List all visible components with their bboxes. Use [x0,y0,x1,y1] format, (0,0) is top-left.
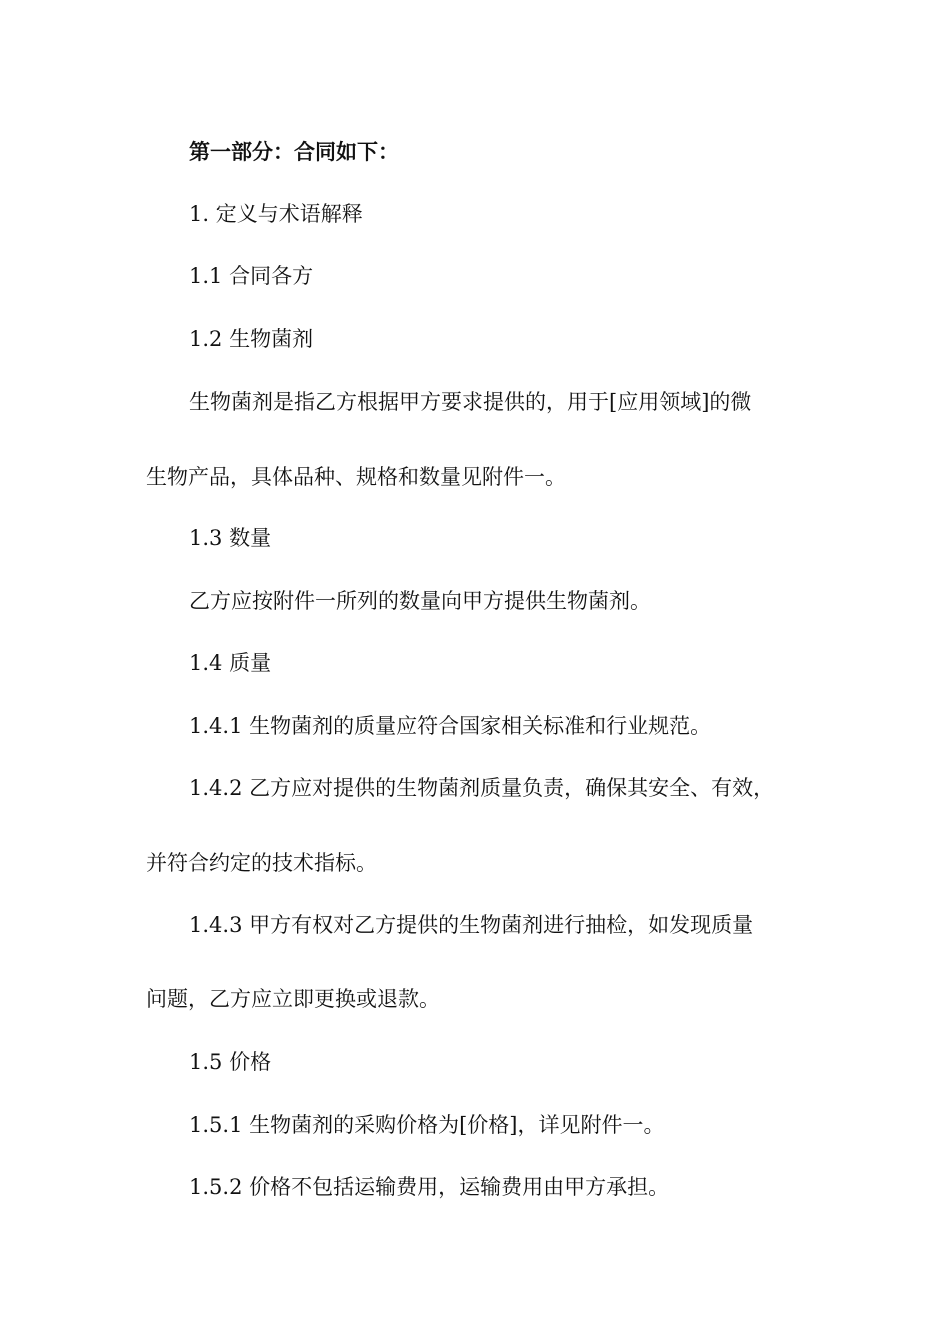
clause-1-title: 1. 定义与术语解释 [189,202,363,226]
paragraph-line: 1.5.1 生物菌剂的采购价格为[价格]，详见附件一。 [189,1113,665,1137]
paragraph-line: 1.4.3 甲方有权对乙方提供的生物菌剂进行抽检，如发现质量 [189,913,754,937]
clause-1-5-title: 1.5 价格 [189,1050,272,1074]
paragraph-line: 并符合约定的技术指标。 [146,851,377,875]
paragraph-line: 生物产品，具体品种、规格和数量见附件一。 [146,465,566,489]
paragraph-line: 生物菌剂是指乙方根据甲方要求提供的，用于[应用领域]的微 [189,390,752,414]
paragraph-line: 1.4.2 乙方应对提供的生物菌剂质量负责，确保其安全、有效， [189,776,775,800]
clause-1-1-title: 1.1 合同各方 [189,264,314,288]
section-heading: 第一部分：合同如下： [189,139,399,164]
paragraph-line: 1.5.2 价格不包括运输费用，运输费用由甲方承担。 [189,1175,670,1199]
paragraph-line: 1.4.1 生物菌剂的质量应符合国家相关标准和行业规范。 [189,714,712,738]
paragraph-line: 问题，乙方应立即更换或退款。 [146,987,440,1011]
clause-1-4-title: 1.4 质量 [189,651,272,675]
paragraph-line: 乙方应按附件一所列的数量向甲方提供生物菌剂。 [189,589,651,613]
clause-1-2-title: 1.2 生物菌剂 [189,327,314,351]
clause-1-3-title: 1.3 数量 [189,526,272,550]
